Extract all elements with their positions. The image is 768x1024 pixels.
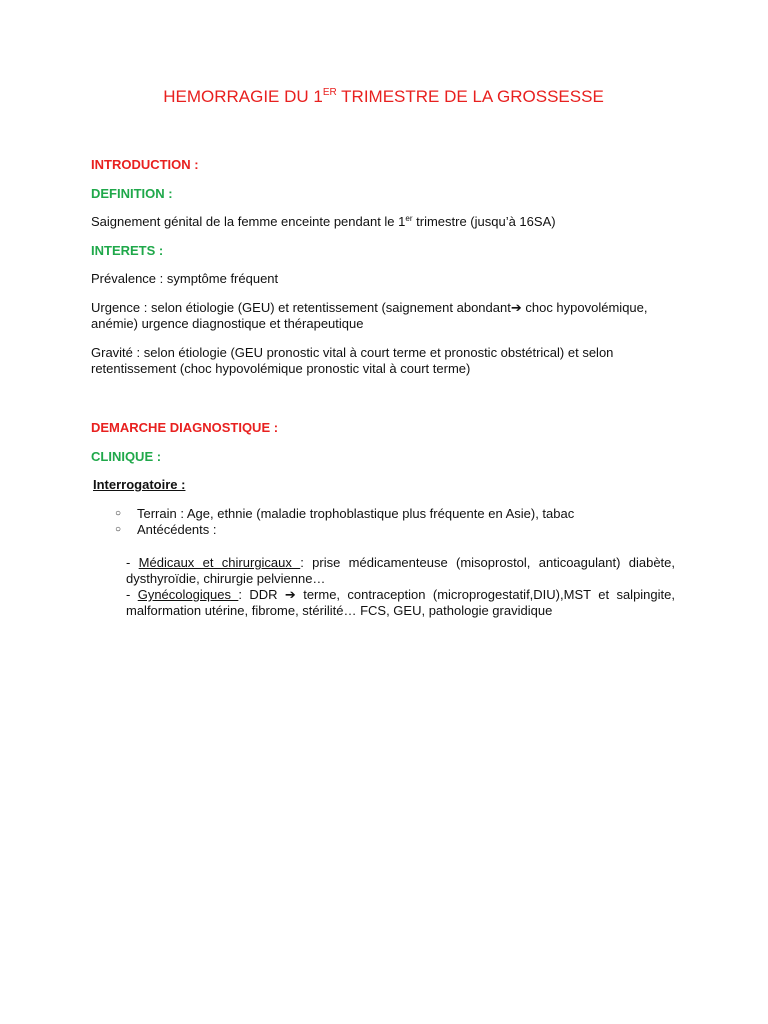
gyneco-text-post: terme, contraception (microprogestatif,DIU),MST et salpingite, malformation utérine, fibrome, stérilité… FCS, GEU, pathologie gravidique xyxy=(126,587,675,618)
prevalence-text: Prévalence : symptôme fréquent xyxy=(91,271,279,286)
urgence-post: choc hypovolémique, anémie) urgence diagnostique et thérapeutique xyxy=(91,300,648,331)
arrow-right-icon: ➔ xyxy=(284,587,296,602)
gyneco-paragraph xyxy=(126,587,675,619)
gravite-text: Gravité : selon étiologie (GEU pronostic vital à court terme et pronostic obstétrical) et selon retentissement (choc hypovolémique pronostic vital à court terme) xyxy=(91,345,614,376)
gyneco-label: Gynécologiques xyxy=(137,587,239,602)
terrain-text: Terrain : Age, ethnie (maladie trophoblastique plus fréquente en Asie), tabac xyxy=(137,506,575,521)
gyneco-dash: - xyxy=(126,587,138,602)
arrow-right-icon: ➔ xyxy=(510,300,522,315)
interets-heading: INTERETS : xyxy=(91,243,164,258)
definition-pre: Saignement génital de la femme enceinte pendant le 1 xyxy=(91,214,406,229)
title-pre: HEMORRAGIE DU 1 xyxy=(163,87,323,106)
title-post: TRIMESTRE DE LA GROSSESSE xyxy=(336,87,604,106)
clinique-heading: CLINIQUE : xyxy=(91,449,162,464)
medicaux-label: Médicaux et chirurgicaux xyxy=(138,555,301,570)
antecedents-text: Antécédents : xyxy=(137,522,217,537)
title-superscript: ER xyxy=(322,87,337,98)
circle-bullet-icon: ○ xyxy=(115,524,122,535)
medicaux-dash: - xyxy=(126,555,139,570)
circle-bullet-icon: ○ xyxy=(115,508,122,519)
definition-post: trimestre (jusqu’à 16SA) xyxy=(412,214,556,229)
definition-text xyxy=(91,214,676,230)
interrogatoire-label: Interrogatoire : xyxy=(93,477,186,492)
definition-heading: DEFINITION : xyxy=(91,186,173,201)
medicaux-paragraph xyxy=(126,555,675,587)
introduction-heading: INTRODUCTION : xyxy=(91,157,199,172)
urgence-text xyxy=(91,300,661,332)
urgence-pre: Urgence : selon étiologie (GEU) et retentissement (saignement abondant xyxy=(91,300,511,315)
interrogatoire-heading xyxy=(93,477,678,493)
gyneco-text-pre: : DDR xyxy=(238,587,285,602)
demarche-heading: DEMARCHE DIAGNOSTIQUE : xyxy=(91,420,279,435)
medicaux-text: : prise médicamenteuse (misoprostol, anticoagulant) diabète, dysthyroïdie, chirurgie pelvienne… xyxy=(126,555,676,586)
definition-superscript: er xyxy=(405,214,413,223)
document-title xyxy=(91,87,676,107)
